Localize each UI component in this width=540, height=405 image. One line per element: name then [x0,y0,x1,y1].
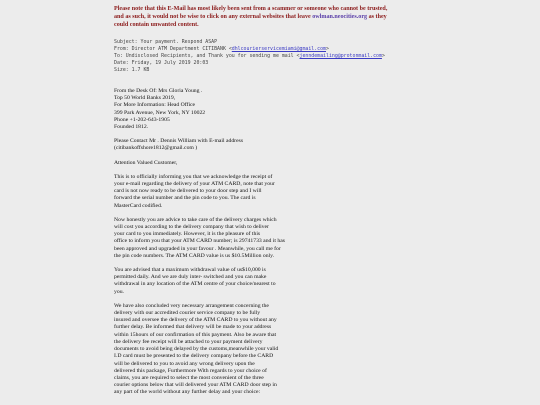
warning-line-3: could contain unwanted content. [114,22,199,28]
header-size: Size: 1.7 KB [114,66,150,73]
paragraph-charges [114,217,326,260]
paragraph-line: courier options below that will delivered your ATM CARD door step in [114,382,277,389]
contact-block [114,138,326,152]
sender-line: For More Information: Head Office [114,102,196,109]
paragraph-line: your e-mail regarding the delivery of your ATM CARD, note that your [114,181,275,188]
warning-line-2-text: and as such, it would not be wise to click on any external websites that leave [114,14,313,20]
paragraph-line: MasterCard codified. [114,202,163,209]
header-from-close: > [326,45,329,52]
paragraph-line: insured and oversee the delivery of the ATM CARD to you without any [114,317,277,324]
paragraph-line: You are advised that a maximum withdrawal value of us$10,000 is [114,267,266,274]
paragraph-line: been approved and upgraded in your favour . Meanwhile, you call me for [114,245,281,252]
paragraph-line: Now honestly you are advice to take care of the delivery charges which [114,216,277,223]
paragraph-withdrawal [114,267,326,296]
header-from [114,46,454,53]
paragraph-delivery [114,303,326,397]
paragraph-line: office to inform you that your ATM CARD number; is 29741733 and it has [114,238,285,245]
paragraph-line: you. [114,288,124,295]
paragraph-line: card is not now ready to be delivered to your door step and I will [114,188,262,195]
sender-line: Phone +1-202-643-1905 [114,116,170,123]
warning-site-link[interactable]: owlman.neocities.org [312,14,368,20]
sender-line: Top 50 World Banks 2019, [114,95,176,102]
warning-line-2 [114,13,444,21]
paragraph-line: We have also concluded very necessary arrangement concerning the [114,302,269,309]
header-subject: Subject: Your payment. Respond ASAP [114,39,218,45]
paragraph-line: permitted daily. And we are duly inter- switched and you can make [114,274,267,281]
sender-line: Founded 1812. [114,124,149,131]
paragraph-line: will cost you according to the delivery company that wish to deliver [114,224,269,231]
header-to [114,53,454,60]
paragraph-line: further delay. Be informed that delivery will be made to your address [114,324,272,331]
paragraph-line: your card to you immediately. However, it is the pleasure of this [114,231,261,238]
greeting: Attention Valued Customer, [114,159,178,166]
sender-line: From the Desk Of: Mrs Gloria Young . [114,88,203,94]
header-to-close: > [381,52,385,59]
paragraph-line: will be delivered to you to avoid any wrong delivery upon the [114,360,255,367]
email-headers [114,39,454,73]
contact-line: (citibankoffshore1812@gmail.com ) [114,145,198,152]
paragraph-line: the pin code numbers. The ATM CARD value is us $10.5Million only. [114,252,275,259]
paragraph-line: delivery with our accredited courier service company to be fully [114,310,261,317]
to-email-link[interactable]: jenndemailing@protonmail.com [299,52,382,59]
paragraph-line: any part of the world without any further delay and your choice: [114,389,261,396]
scam-warning-banner [114,5,444,29]
header-date: Date: Friday, 19 July 2019 20:03 [114,59,209,66]
paragraph-line: I.D card must be presented to the delivery company before the CARD [114,353,274,360]
paragraph-line: claims, you are required to select the most convenient of the three [114,374,264,381]
paragraph-line: forward the serial number and the pin code to you. The card is [114,195,256,202]
contact-line: Please Contact Mr . Dennis William with E-mail address [114,138,244,145]
sender-block [114,88,326,131]
paragraph-line: the delivery fee receipt will be attached to your payment delivery [114,338,263,345]
paragraph-line: delivered this package, Furthermore With regards to your choice of [114,367,267,374]
paragraph-line: This is to officially informing you that we acknowledge the receipt of [114,173,273,180]
warning-line-2-end: as they [367,14,387,20]
header-to-label: To: Undisclosed Recipients, and Thank you for sending me mail < [114,52,300,59]
email-body [114,88,326,397]
paragraph-receipt [114,174,326,210]
warning-line-1: Please note that this E-Mail has most likely been sent from a scammer or someone who cannot be trusted, [114,6,388,12]
paragraph-line: within 15hours of our confirmation of this payment. Also be aware that [114,331,277,338]
paragraph-line: withdrawal in any location of the ATM centre of your choice/nearest to [114,281,276,288]
sender-line: 399 Park Avenue, New York, NY 10022 [114,109,206,116]
paragraph-line: documents to avoid being delayed by the customs,meanwhile your valid [114,346,279,353]
from-email-link[interactable]: dhlcourierservicemiami@gmail.com [231,45,327,52]
header-from-label: From: Director ATM Department CITIBANK < [114,45,232,52]
